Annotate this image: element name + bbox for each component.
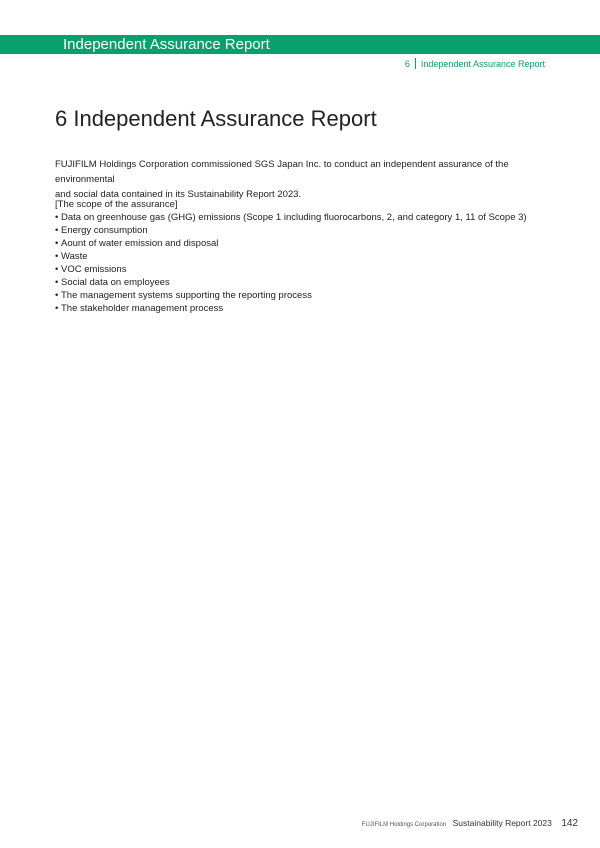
page-number: 142 <box>561 818 578 829</box>
bullet-icon: • <box>55 225 59 236</box>
list-item: • Energy consumption <box>55 225 148 236</box>
list-item: • Social data on employees <box>55 277 170 288</box>
page-footer <box>362 813 578 831</box>
intro-paragraph <box>55 157 550 202</box>
footer-report-title: Sustainability Report 2023 <box>452 818 552 828</box>
bullet-icon: • <box>55 277 59 288</box>
bullet-icon: • <box>55 290 59 301</box>
header-band-title: Independent Assurance Report <box>63 36 270 53</box>
footer-company: FUJIFILM Holdings Corporation <box>361 822 447 828</box>
list-item: • The stakeholder management process <box>55 303 224 314</box>
bullet-icon: • <box>55 251 59 262</box>
bullet-icon: • <box>55 212 59 223</box>
running-head-divider <box>415 58 416 69</box>
list-item: • Waste <box>55 251 88 262</box>
page-title: 6 Independent Assurance Report <box>55 106 377 131</box>
scope-list <box>55 211 527 315</box>
scope-heading: [The scope of the assurance] <box>55 199 178 210</box>
running-head <box>405 58 545 70</box>
running-head-section-title: Independent Assurance Report <box>420 59 545 69</box>
intro-line-1: FUJIFILM Holdings Corporation commissioned SGS Japan Inc. to conduct an independent assurance of the environmental <box>55 159 509 185</box>
running-head-section-number: 6 <box>404 59 410 69</box>
list-item: • Data on greenhouse gas (GHG) emissions (Scope 1 including fluorocarbons, 2, and category 1, 11 of Scope 3) <box>55 212 527 223</box>
intro-line-2: and social data contained in its Sustainability Report 2023. <box>55 189 302 200</box>
list-item: • Aount of water emission and disposal <box>55 238 219 249</box>
bullet-icon: • <box>55 238 59 249</box>
bullet-icon: • <box>55 264 59 275</box>
bullet-icon: • <box>55 303 59 314</box>
list-item: • The management systems supporting the reporting process <box>55 290 312 301</box>
header-band <box>0 35 600 54</box>
list-item: • VOC emissions <box>55 264 127 275</box>
